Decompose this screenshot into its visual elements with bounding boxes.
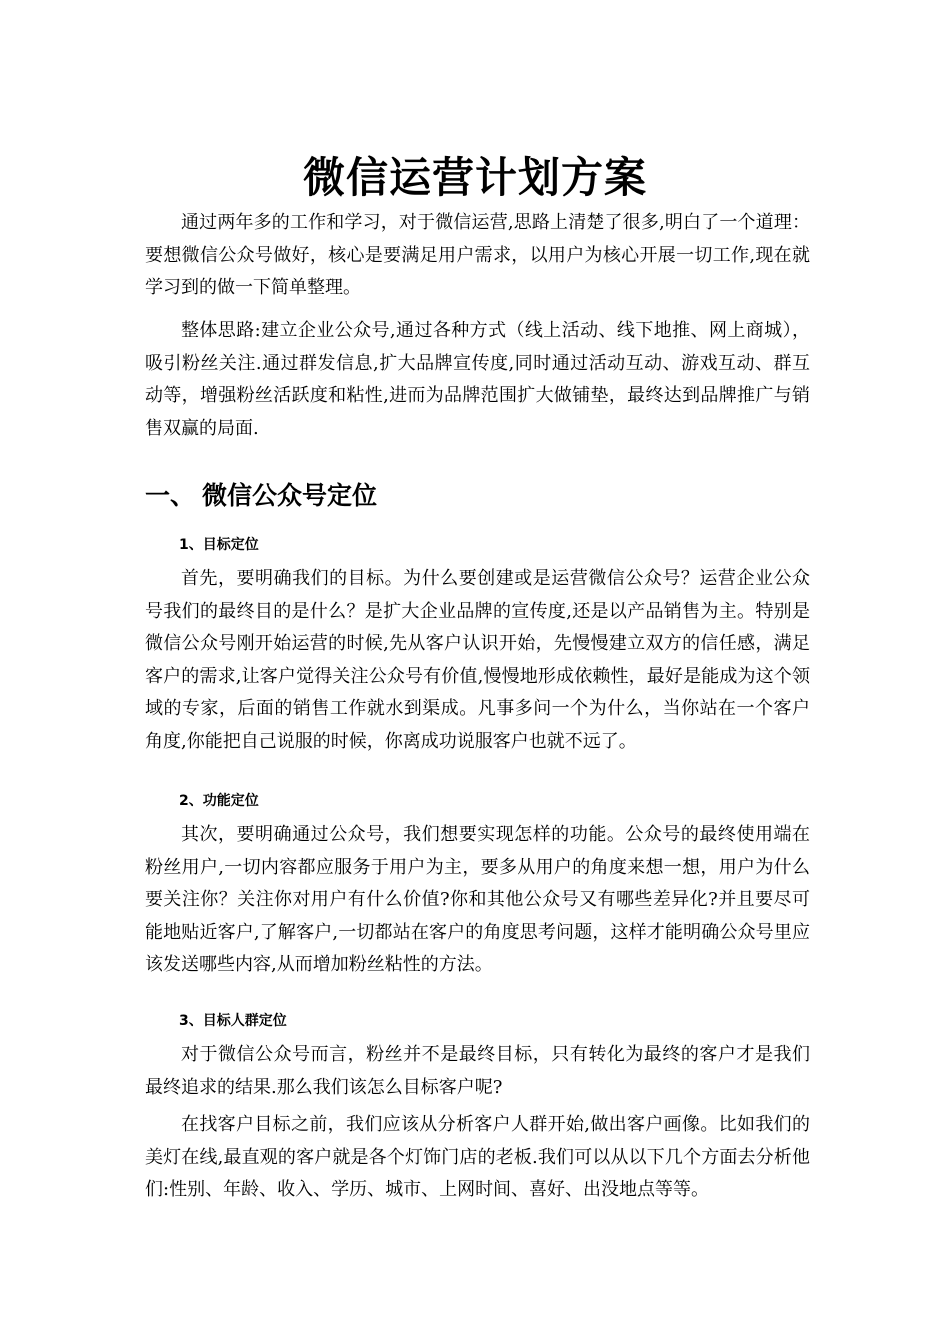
subsection-heading-function: 2、功能定位: [179, 793, 259, 809]
section-heading-text: 微信公众号定位: [202, 481, 378, 510]
section-number: 一、: [145, 481, 196, 510]
subsection-paragraph-function: 其次，要明确通过公众号，我们想要实现怎样的功能。公众号的最终使用端在粉丝用户,一切内容都应服务于用户为主，要多从用户的角度来想一想，用户为什么要关注你？关注你对用户有什么价值?你和其他公众号又有哪些差异化?并且要尽可能地贴近客户,了解客户,一切都站在客户的角度思考问题，这样才能明确公众号里应该发送哪些内容,从而增加粉丝粘性的方法。: [145, 824, 810, 975]
intro-paragraph-1: 通过两年多的工作和学习，对于微信运营,思路上清楚了很多,明白了一个道理：要想微信公众号做好，核心是要满足用户需求，以用户为核心开展一切工作,现在就学习到的做一下简单整理。: [145, 212, 810, 298]
subsection-heading-audience: 3、目标人群定位: [179, 1013, 287, 1029]
document-title: 微信运营计划方案: [302, 153, 647, 203]
subsection-paragraph-audience-1: 对于微信公众号而言，粉丝并不是最终目标，只有转化为最终的客户才是我们最终追求的结果.那么我们该怎么目标客户呢?: [145, 1044, 810, 1098]
subsection-paragraph-target: 首先，要明确我们的目标。为什么要创建或是运营微信公众号？运营企业公众号我们的最终目的是什么？是扩大企业品牌的宣传度,还是以产品销售为主。特别是微信公众号刚开始运营的时候,先从客户认识开始，先慢慢建立双方的信任感，满足客户的需求,让客户觉得关注公众号有价值,慢慢地形成依赖性，最好是能成为这个领域的专家，后面的销售工作就水到渠成。凡事多问一个为什么，当你站在一个客户角度,你能把自己说服的时候，你离成功说服客户也就不远了。: [145, 568, 810, 752]
section-heading: [145, 476, 377, 516]
intro-paragraph-2: 整体思路:建立企业公众号,通过各种方式（线上活动、线下地推、网上商城），吸引粉丝关注.通过群发信息,扩大品牌宣传度,同时通过活动互动、游戏互动、群互动等，增强粉丝活跃度和粘性,进而为品牌范围扩大做铺垫，最终达到品牌推广与销售双赢的局面.: [145, 320, 810, 439]
subsection-paragraph-audience-2: 在找客户目标之前，我们应该从分析客户人群开始,做出客户画像。比如我们的美灯在线,最直观的客户就是各个灯饰门店的老板.我们可以从以下几个方面去分析他们:性别、年龄、收入、学历、城市、上网时间、喜好、出没地点等等。: [145, 1114, 810, 1200]
subsection-heading-target: 1、目标定位: [179, 537, 259, 553]
